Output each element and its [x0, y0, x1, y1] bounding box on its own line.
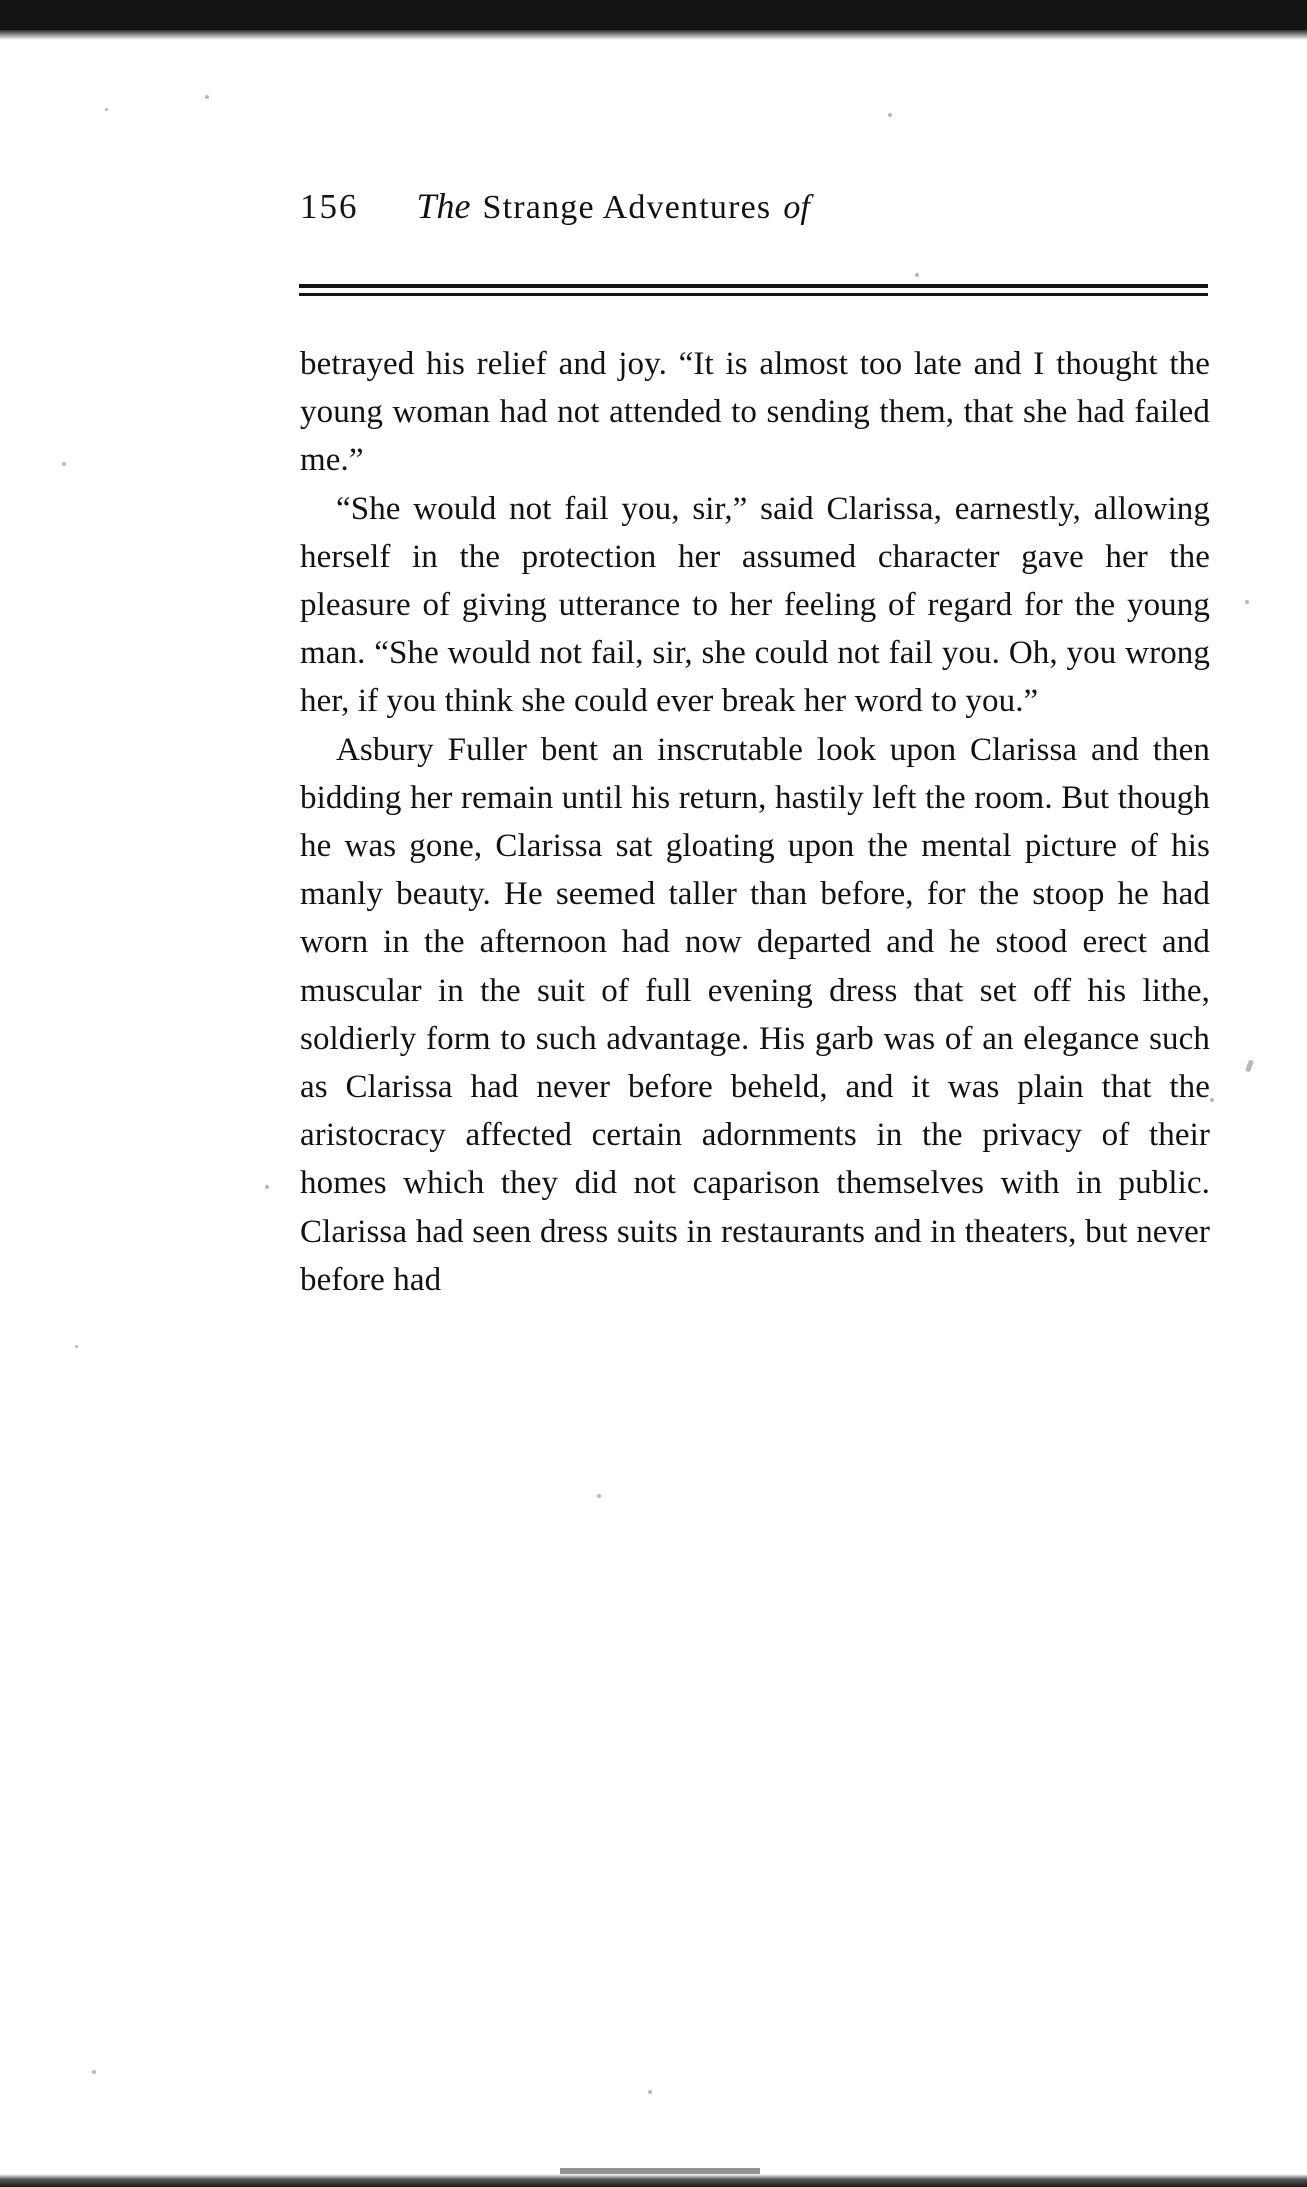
running-head-of: of [783, 189, 810, 226]
scan-speck [1245, 1060, 1254, 1073]
paragraph: “She would not fail you, sir,” said Clarissa, earnestly, allowing herself in the protection her assumed character gave her the pleasure of giving utterance to her feeling of regard for the young man. “She would not fail, sir, she could not fail you. Oh, you wrong her, if you think she could ever break her word to you.” [300, 490, 1210, 720]
scan-speck [597, 1494, 601, 1498]
running-head [300, 185, 1220, 235]
scan-speck [648, 2090, 652, 2094]
scan-speck [265, 1185, 269, 1189]
body-text [300, 340, 1210, 1304]
divider-rule-thin [299, 293, 1208, 296]
scan-edge-bottom [0, 2174, 1307, 2187]
scan-speck [888, 113, 892, 117]
scan-speck [62, 462, 66, 466]
running-head-title: Strange Adventures [482, 189, 772, 226]
scan-speck [105, 108, 108, 111]
running-head-the: The [416, 186, 471, 226]
scan-speck [92, 2070, 96, 2074]
header-divider [299, 284, 1208, 296]
page-number: 156 [300, 187, 359, 226]
scan-speck [915, 273, 919, 277]
paragraph: Asbury Fuller bent an inscrutable look upon Clarissa and then bidding her remain until his return, hastily left the room. But though he was gone, Clarissa sat gloating upon the mental picture of his manly beauty. He seemed taller than before, for the stoop he had worn in the afternoon had now departed and he stood erect and muscular in the suit of full evening dress that set off his lithe, soldierly form to such advantage. His garb was of an elegance such as Clarissa had never before beheld, and it was plain that the aristocracy affected certain adornments in the privacy of their homes which they did not caparison themselves with in public. Clarissa had seen dress suits in restaurants and in theaters, but never before had [300, 731, 1210, 1298]
scan-speck [205, 95, 209, 99]
scan-speck [1210, 1098, 1214, 1102]
scan-speck [1245, 600, 1249, 604]
paragraph: betrayed his relief and joy. “It is almost too late and I thought the young woman had not attended to sending them, that she had failed me.” [300, 346, 1210, 479]
scan-speck [75, 1345, 78, 1348]
